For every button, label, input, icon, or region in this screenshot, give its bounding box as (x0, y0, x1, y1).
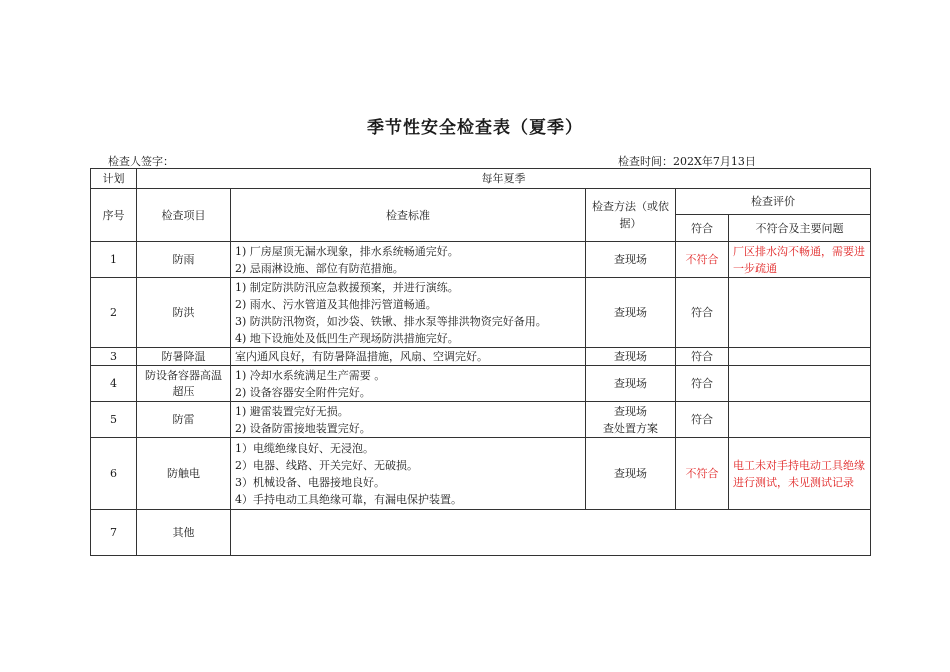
method-line: 查现场 (614, 404, 647, 418)
inspection-time-label: 检查时间：202X年7月13日 (618, 155, 756, 168)
standard-line: 2) 雨水、污水管道及其他排污管道畅通。 (235, 297, 437, 311)
row-other-blank (231, 510, 871, 556)
standard-line: 2) 设备容器安全附件完好。 (235, 385, 371, 399)
row-issue (729, 366, 871, 402)
row-no: 2 (91, 278, 137, 348)
row-result: 不符合 (676, 438, 729, 510)
standard-line: 室内通风良好，有防暑降温措施，风扇、空调完好。 (235, 350, 488, 363)
header-row (91, 189, 871, 215)
plan-value: 每年夏季 (137, 169, 871, 189)
inspection-table (90, 168, 871, 556)
row-no: 5 (91, 402, 137, 438)
row-method: 查现场 (586, 366, 676, 402)
row-standards (231, 242, 586, 278)
row-issue (729, 278, 871, 348)
header-nonconform-issue: 不符合及主要问题 (729, 215, 871, 242)
row-result: 不符合 (676, 242, 729, 278)
row-standards (231, 366, 586, 402)
row-issue: 电工未对手持电动工具绝缘进行测试，未见测试记录 (729, 438, 871, 510)
table-row (91, 242, 871, 278)
header-eval: 检查评价 (676, 189, 871, 215)
table-row (91, 438, 871, 510)
row-result: 符合 (676, 278, 729, 348)
inspector-signature-label: 检查人签字： (108, 155, 174, 168)
row-no: 6 (91, 438, 137, 510)
row-result: 符合 (676, 402, 729, 438)
header-method: 检查方法（或依据） (586, 189, 676, 242)
method-line: 查处置方案 (603, 421, 658, 435)
standard-line: 1) 厂房屋顶无漏水现象，排水系统畅通完好。 (235, 244, 459, 258)
standard-line: 1) 制定防洪防汛应急救援预案，并进行演练。 (235, 280, 459, 294)
row-method (586, 402, 676, 438)
row-item: 防雨 (137, 242, 231, 278)
row-item: 防洪 (137, 278, 231, 348)
standard-line: 1) 冷却水系统满足生产需要 。 (235, 368, 386, 382)
standard-line: 2）电器、线路、开关完好、无破损。 (235, 458, 418, 472)
row-method: 查现场 (586, 242, 676, 278)
table-row (91, 278, 871, 348)
row-item: 防雷 (137, 402, 231, 438)
plan-label: 计划 (91, 169, 137, 189)
row-method: 查现场 (586, 438, 676, 510)
standard-line: 2) 设备防雷接地装置完好。 (235, 421, 371, 435)
standard-line: 3）机械设备、电器接地良好。 (235, 475, 385, 489)
row-issue: 厂区排水沟不畅通，需要进一步疏通 (729, 242, 871, 278)
page-title: 季节性安全检查表（夏季） (367, 118, 583, 138)
row-result: 符合 (676, 366, 729, 402)
row-no: 7 (91, 510, 137, 556)
row-issue (729, 348, 871, 366)
table-row (91, 366, 871, 402)
table-row (91, 348, 871, 366)
row-standards (231, 438, 586, 510)
row-method: 查现场 (586, 348, 676, 366)
row-item: 其他 (137, 510, 231, 556)
row-no: 1 (91, 242, 137, 278)
row-result: 符合 (676, 348, 729, 366)
row-no: 3 (91, 348, 137, 366)
standard-line: 2) 忌雨淋设施、部位有防范措施。 (235, 261, 404, 275)
row-item: 防暑降温 (137, 348, 231, 366)
row-issue (729, 402, 871, 438)
table-row (91, 510, 871, 556)
standard-line: 1）电缆绝缘良好、无浸泡。 (235, 441, 374, 455)
standard-line: 1) 避雷装置完好无损。 (235, 404, 349, 418)
row-method: 查现场 (586, 278, 676, 348)
standard-line: 3) 防洪防汛物资，如沙袋、铁锹、排水泵等排洪物资完好备用。 (235, 314, 547, 328)
row-standards (231, 402, 586, 438)
row-standards (231, 278, 586, 348)
standard-line: 4) 地下设施处及低凹生产现场防洪措施完好。 (235, 331, 459, 345)
table-row (91, 402, 871, 438)
standard-line: 4）手持电动工具绝缘可靠，有漏电保护装置。 (235, 492, 462, 506)
header-item: 检查项目 (137, 189, 231, 242)
header-no: 序号 (91, 189, 137, 242)
row-standards (231, 348, 586, 366)
row-item: 防触电 (137, 438, 231, 510)
row-item: 防设备容器高温超压 (137, 366, 231, 402)
header-conform: 符合 (676, 215, 729, 242)
plan-row (91, 169, 871, 189)
row-no: 4 (91, 366, 137, 402)
header-standard: 检查标准 (231, 189, 586, 242)
